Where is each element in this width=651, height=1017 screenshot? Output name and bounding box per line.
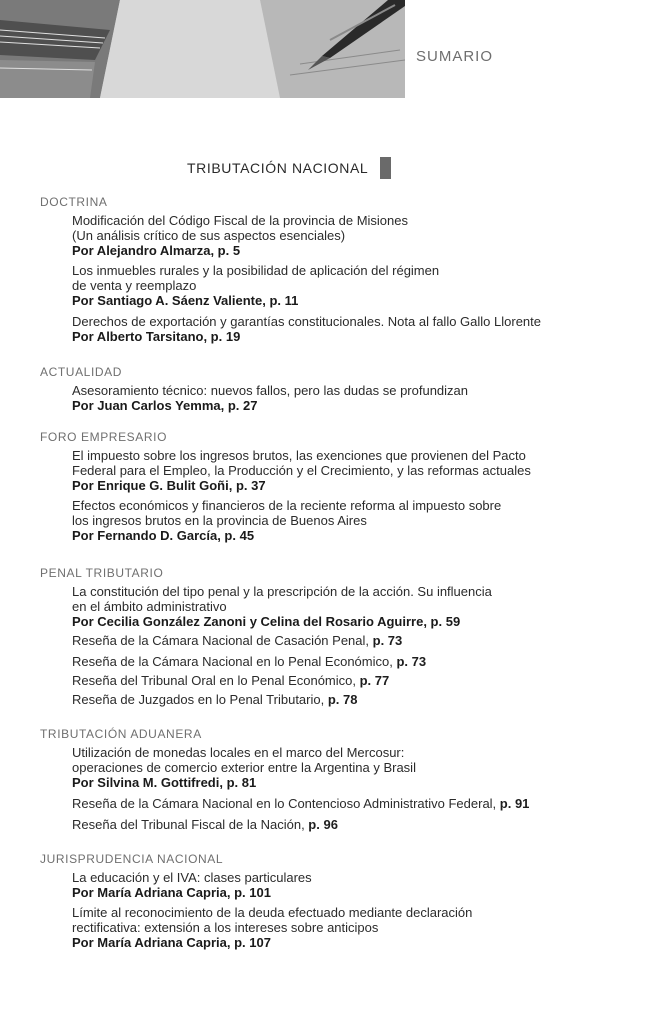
entry-title: Reseña del Tribunal Fiscal de la Nación,	[72, 817, 309, 832]
entry-title-line: (Un análisis crítico de sus aspectos esenciales)	[72, 228, 346, 243]
entry-title-line: Utilización de monedas locales en el marco del Mercosur:	[72, 745, 405, 760]
entry-author: Por Enrique G. Bulit Goñi, p. 37	[72, 478, 266, 493]
toc-entry	[72, 383, 468, 413]
entry-title: Reseña de Juzgados en lo Penal Tributario,	[72, 692, 328, 707]
category-label: DOCTRINA	[40, 195, 108, 209]
books-and-pen-illustration	[0, 0, 405, 98]
category-label: JURISPRUDENCIA NACIONAL	[40, 852, 224, 866]
entry-page: p. 73	[372, 633, 403, 648]
entry-title-line: El impuesto sobre los ingresos brutos, las exenciones que provienen del Pacto	[72, 448, 526, 463]
toc-entry	[72, 692, 357, 707]
toc-entry	[72, 905, 472, 950]
entry-title-line: La educación y el IVA: clases particulares	[72, 870, 312, 885]
entry-title-line: Derechos de exportación y garantías constitucionales. Nota al fallo Gallo Llorente	[72, 314, 541, 329]
entry-author: Por María Adriana Capria, p. 101	[72, 885, 271, 900]
toc-entry	[72, 448, 531, 493]
toc-entry	[72, 633, 402, 648]
category-label: FORO EMPRESARIO	[40, 430, 168, 444]
toc-entry	[72, 796, 529, 811]
entry-title-line: rectificativa: extensión a los intereses sobre anticipos	[72, 920, 379, 935]
entry-author: Por Alberto Tarsitano, p. 19	[72, 329, 241, 344]
entry-page: p. 91	[499, 796, 530, 811]
entry-title-line: La constitución del tipo penal y la prescripción de la acción. Su influencia	[72, 584, 492, 599]
entry-title: Reseña de la Cámara Nacional en lo Contencioso Administrativo Federal,	[72, 796, 500, 811]
section-title-bar	[380, 157, 391, 179]
entry-title-line: Asesoramiento técnico: nuevos fallos, pero las dudas se profundizan	[72, 383, 469, 398]
toc-entry	[72, 817, 338, 832]
entry-title-line: Los inmuebles rurales y la posibilidad de aplicación del régimen	[72, 263, 440, 278]
entry-title-line: operaciones de comercio exterior entre la Argentina y Brasil	[72, 760, 416, 775]
header-label: SUMARIO	[416, 48, 494, 65]
entry-title: Reseña del Tribunal Oral en lo Penal Económico,	[72, 673, 360, 688]
entry-author: Por Fernando D. García, p. 45	[72, 528, 255, 543]
category-label: ACTUALIDAD	[40, 365, 123, 379]
entry-page: p. 78	[327, 692, 358, 707]
entry-title-line: Efectos económicos y financieros de la reciente reforma al impuesto sobre	[72, 498, 502, 513]
entry-author: Por Cecilia González Zanoni y Celina del Rosario Aguirre, p. 59	[72, 614, 461, 629]
entry-title: Reseña de la Cámara Nacional en lo Penal Económico,	[72, 654, 397, 669]
entry-title-line: Federal para el Empleo, la Producción y el Crecimiento, y las reformas actuales	[72, 463, 531, 478]
category-label: PENAL TRIBUTARIO	[40, 566, 164, 580]
entry-title-line: Modificación del Código Fiscal de la provincia de Misiones	[72, 213, 409, 228]
section-heading	[187, 157, 391, 179]
toc-entry	[72, 498, 501, 543]
entry-page: p. 77	[359, 673, 390, 688]
entry-page: p. 73	[396, 654, 427, 669]
entry-title-line: Límite al reconocimiento de la deuda efectuado mediante declaración	[72, 905, 473, 920]
entry-author: Por Santiago A. Sáenz Valiente, p. 11	[72, 293, 299, 308]
toc-entry	[72, 745, 416, 790]
entry-author: Por Juan Carlos Yemma, p. 27	[72, 398, 258, 413]
toc-entry	[72, 584, 492, 629]
entry-title-line: los ingresos brutos en la provincia de Buenos Aires	[72, 513, 367, 528]
toc-entry	[72, 314, 541, 344]
entry-author: Por Alejandro Almarza, p. 5	[72, 243, 241, 258]
toc-entry	[72, 673, 389, 688]
header-image	[0, 0, 405, 98]
entry-title-line: de venta y reemplazo	[72, 278, 197, 293]
entry-page: p. 96	[308, 817, 338, 832]
section-title: TRIBUTACIÓN NACIONAL	[187, 160, 369, 176]
entry-title-line: en el ámbito administrativo	[72, 599, 227, 614]
entry-author: Por Silvina M. Gottifredi, p. 81	[72, 775, 257, 790]
category-label: TRIBUTACIÓN ADUANERA	[40, 727, 202, 741]
toc-entry	[72, 870, 312, 900]
entry-title: Reseña de la Cámara Nacional de Casación Penal,	[72, 633, 373, 648]
toc-entry	[72, 213, 408, 258]
entry-author: Por María Adriana Capria, p. 107	[72, 935, 271, 950]
toc-entry	[72, 263, 439, 308]
toc-entry	[72, 654, 426, 669]
